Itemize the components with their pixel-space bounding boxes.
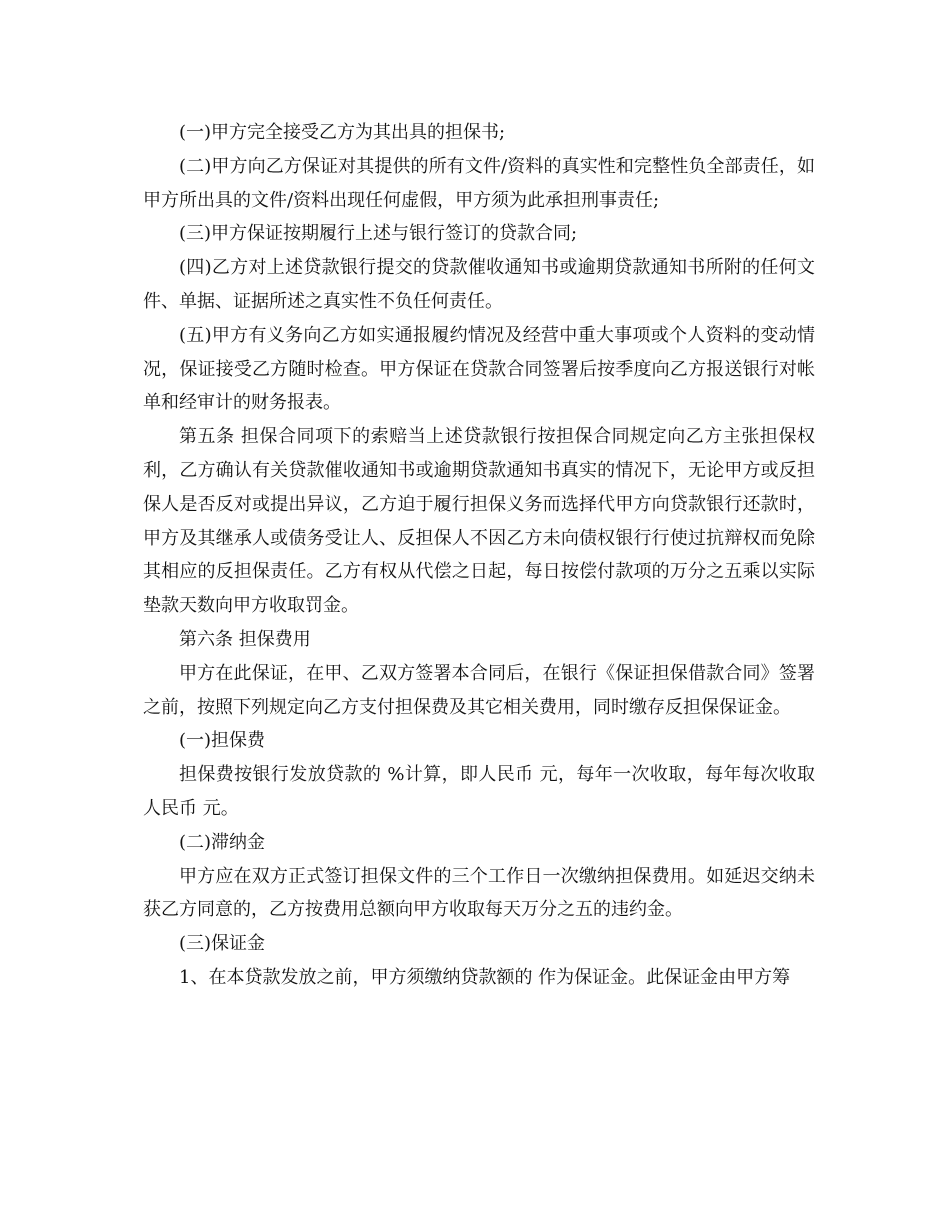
clause-4-paragraph: (四)乙方对上述贷款银行提交的贷款催收通知书或逾期贷款通知书所附的任何文件、单据、证据所述之真实性不负任何责任。 bbox=[143, 257, 815, 312]
deposit-heading: (三)保证金 bbox=[179, 933, 266, 955]
article-5-paragraph: 第五条 担保合同项下的索赔当上述贷款银行按担保合同规定向乙方主张担保权利，乙方确认有关贷款催收通知书或逾期贷款通知书真实的情况下，无论甲方或反担保人是否反对或提出异议，乙方迫于履行担保义务而选择代甲方向贷款银行还款时，甲方及其继承人或债务受让人、反担保人不因乙方未向债权银行行使过抗辩权而免除其相应的反担保责任。乙方有权从代偿之日起，每日按偿付款项的万分之五乘以实际垫款天数向甲方收取罚金。 bbox=[143, 426, 815, 617]
deposit-paragraph: 1、在本贷款发放之前，甲方须缴纳贷款额的 作为保证金。此保证金由甲方筹 bbox=[179, 966, 791, 988]
late-fee-heading: (二)滞纳金 bbox=[179, 831, 266, 853]
guarantee-fee-paragraph: 担保费按银行发放贷款的 %计算，即人民币 元，每年一次收取，每年每次收取人民币 元。 bbox=[143, 764, 815, 819]
article-6-heading: 第六条 担保费用 bbox=[179, 628, 311, 650]
clause-5-paragraph: (五)甲方有义务向乙方如实通报履约情况及经营中重大事项或个人资料的变动情况，保证接受乙方随时检查。甲方保证在贷款合同签署后按季度向乙方报送银行对帐单和经审计的财务报表。 bbox=[143, 324, 815, 414]
document-body bbox=[143, 116, 815, 995]
clause-2-paragraph: (二)甲方向乙方保证对其提供的所有文件/资料的真实性和完整性负全部责任，如甲方所出具的文件/资料出现任何虚假，甲方须为此承担刑事责任; bbox=[143, 155, 815, 211]
guarantee-fee-heading: (一)担保费 bbox=[179, 730, 266, 752]
clause-1-paragraph: (一)甲方完全接受乙方为其出具的担保书; bbox=[179, 122, 506, 143]
article-6-intro-paragraph: 甲方在此保证，在甲、乙双方签署本合同后，在银行《保证担保借款合同》签署之前，按照下列规定向乙方支付担保费及其它相关费用，同时缴存反担保保证金。 bbox=[143, 662, 815, 718]
clause-3-paragraph: (三)甲方保证按期履行上述与银行签订的贷款合同; bbox=[179, 223, 578, 245]
late-fee-paragraph: 甲方应在双方正式签订担保文件的三个工作日一次缴纳担保费用。如延迟交纳未获乙方同意的，乙方按费用总额向甲方收取每天万分之五的违约金。 bbox=[143, 865, 815, 921]
